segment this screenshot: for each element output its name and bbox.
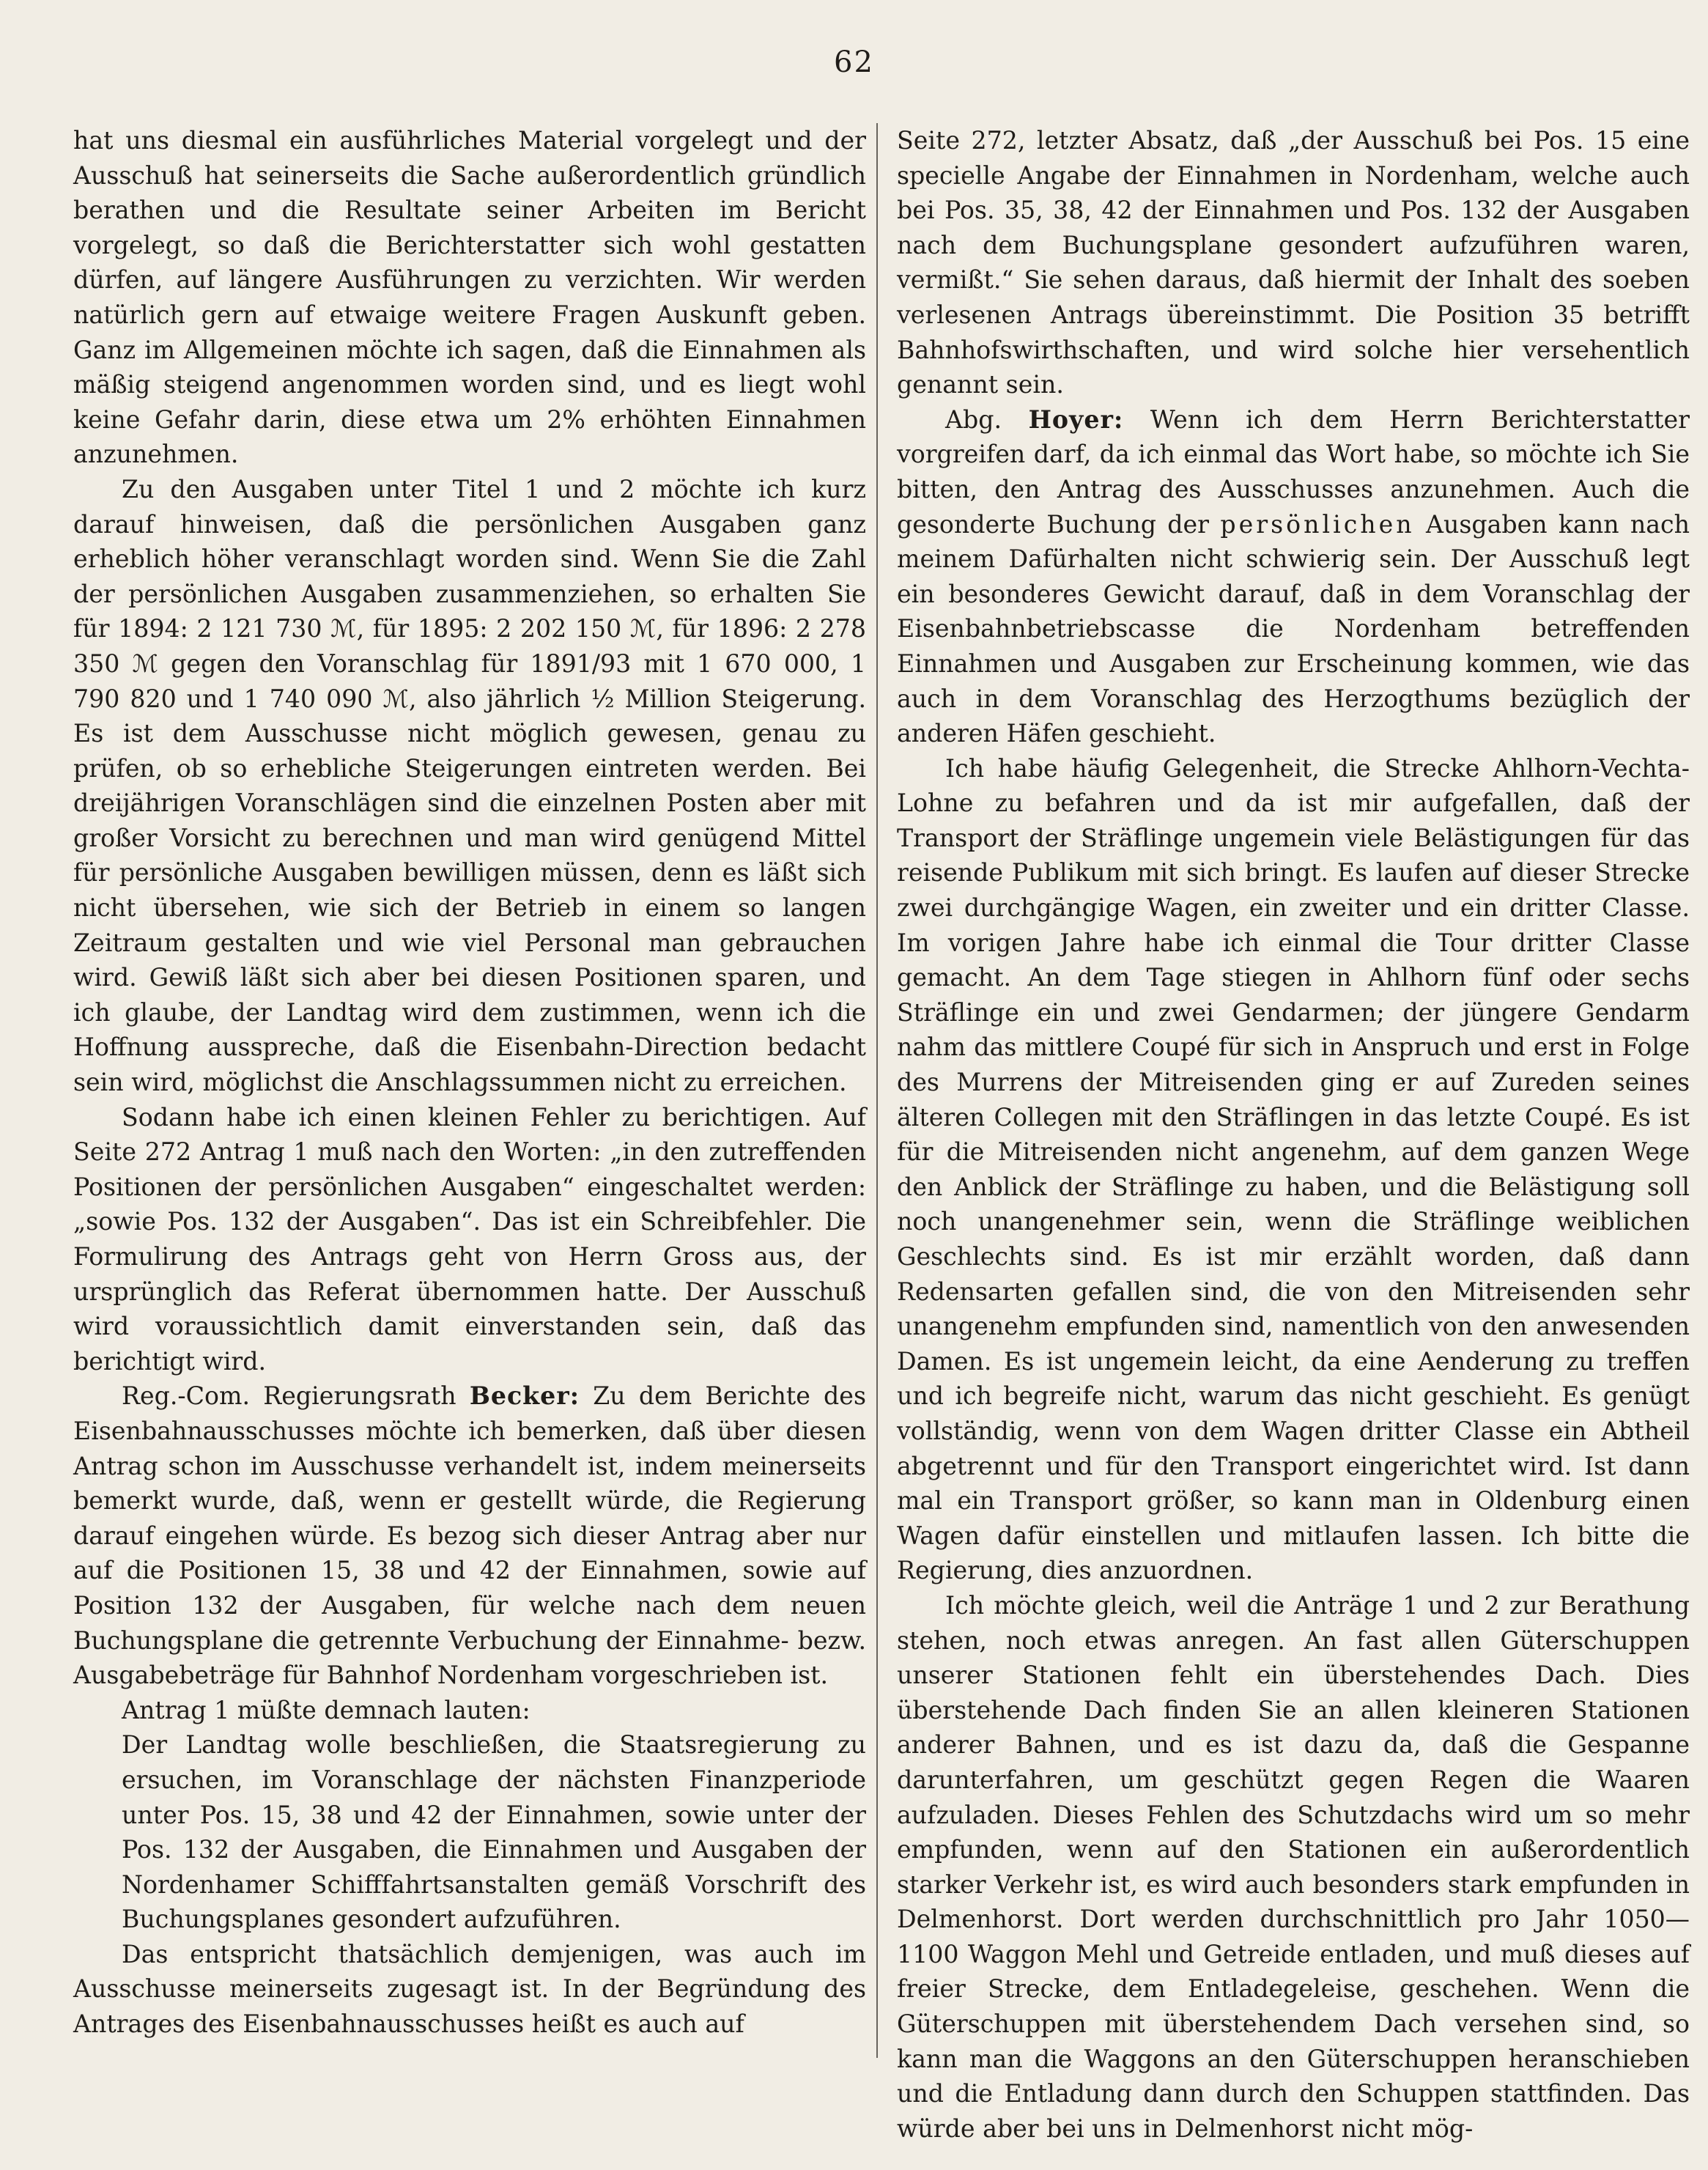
speech-text: Zu dem Berichte des Eisenbahnausschusses möchte ich bemerken, daß über diesen Antrag schon im Ausschusse verhandelt ist, indem meinerseits bemerkt wurde, daß, wenn er gestellt würde, die Regierung darauf eingehen würde. Es bezog sich dieser Antrag aber nur auf die Positionen 15, 38 und 42 der Einnahmen, sowie auf Position 132 der Ausgaben, für welche nach dem neuen Buchungsplane die getrennte Verbuchung der Einnahme- bezw. Ausgabebeträge für Bahnhof Nordenham vorgeschrieben ist.: [73, 1381, 866, 1690]
page-number: 62: [834, 45, 874, 79]
speech-text: Wenn ich dem Herrn Berichterstatter vorgreifen darf, da ich einmal das Wort habe, so möchte ich Sie bitten, den Antrag des Ausschusses anzunehmen. Auch die gesonderte Buchung der: [897, 405, 1690, 539]
right-column: [897, 123, 1690, 2146]
paragraph: hat uns diesmal ein ausführliches Material vorgelegt und der Ausschuß hat seinerseits die Sache außerordentlich gründlich berathen und die Resultate seiner Arbeiten im Bericht vorgelegt, so daß die Berichterstatter sich wohl gestatten dürfen, auf längere Ausführungen zu verzichten. Wir werden natürlich gern auf etwaige weitere Fragen Auskunft geben. Ganz im Allgemeinen möchte ich sagen, daß die Einnahmen als mäßig steigend angenommen worden sind, und es liegt wohl keine Gefahr darin, diese etwa um 2% erhöhten Einnahmen anzunehmen.: [73, 126, 866, 469]
emphasized-word: persönlichen: [1220, 509, 1415, 539]
paragraph: Das entspricht thatsächlich demjenigen, was auch im Ausschusse meinerseits zugesagt ist. In der Begründung des Antrages des Eisenbahnausschusses heißt es auch auf: [73, 1939, 866, 2039]
left-column: [73, 123, 866, 2042]
speech-paragraph: [73, 1379, 866, 1692]
paragraph: Zu den Ausgaben unter Titel 1 und 2 möchte ich kurz darauf hinweisen, daß die persönlichen Ausgaben ganz erheblich höher veranschlagt worden sind. Wenn Sie die Zahl der persönlichen Ausgaben zusammenziehen, so erhalten Sie für 1894: 2 121 730 ℳ, für 1895: 2 202 150 ℳ, für 1896: 2 278 350 ℳ gegen den Voranschlag für 1891/93 mit 1 670 000, 1 790 820 und 1 740 090 ℳ, also jährlich ½ Million Steigerung. Es ist dem Ausschusse nicht möglich gewesen, genau zu prüfen, ob so erhebliche Steigerungen eintreten werden. Bei dreijährigen Voranschlägen sind die einzelnen Posten aber mit großer Vorsicht zu berechnen und man wird genügend Mittel für persönliche Ausgaben bewilligen müssen, denn es läßt sich nicht übersehen, wie sich der Betrieb in einem so langen Zeitraum gestalten und wie viel Personal man gebrauchen wird. Gewiß läßt sich aber bei diesen Positionen sparen, und ich glaube, der Landtag wird dem zustimmen, wenn ich die Hoffnung ausspreche, daß die Eisenbahn-Direction bedacht sein wird, möglichst die Anschlagssummen nicht zu erreichen.: [73, 474, 866, 1097]
paragraph: Antrag 1 müßte demnach lauten:: [122, 1695, 530, 1724]
speech-text: Ausgaben kann nach meinem Dafürhalten nicht schwierig sein. Der Ausschuß legt ein besonderes Gewicht darauf, daß in dem Voranschlag der Eisenbahnbetriebscasse die Nordenham betreffenden Einnahmen und Ausgaben zur Erscheinung kommen, wie das auch in dem Voranschlag des Herzogthums bezüglich der anderen Häfen geschieht.: [897, 509, 1690, 748]
paragraph: Ich habe häufig Gelegenheit, die Strecke Ahlhorn-Vechta-Lohne zu befahren und da ist mir aufgefallen, daß der Transport der Sträflinge ungemein viele Belästigungen für das reisende Publikum mit sich bringt. Es laufen auf dieser Strecke zwei durchgängige Wagen, ein zweiter und ein dritter Classe. Im vorigen Jahre habe ich einmal die Tour dritter Classe gemacht. An dem Tage stiegen in Ahlhorn fünf oder sechs Sträflinge ein und zwei Gendarmen; der jüngere Gendarm nahm das mittlere Coupé für sich in Anspruch und erst in Folge des Murrens der Mitreisenden ging er auf Zureden seines älteren Collegen mit den Sträflingen in das letzte Coupé. Es ist für die Mitreisenden nicht angenehm, auf dem ganzen Wege den Anblick der Sträflinge zu haben, und die Belästigung soll noch unangenehmer sein, wenn die Sträflinge weiblichen Geschlechts sind. Es ist mir erzählt worden, daß dann Redensarten gefallen sind, die von den Mitreisenden sehr unangenehm empfunden sind, namentlich von den anwesenden Damen. Es ist ungemein leicht, da eine Aenderung zu treffen und ich begreife nicht, warum das nicht geschieht. Es genügt vollständig, wenn von dem Wagen dritter Classe ein Abtheil abgetrennt und für den Transport eingerichtet wird. Ist dann mal ein Transport größer, so kann man in Oldenburg einen Wagen dafür einstellen und mitlaufen lassen. Ich bitte die Regierung, dies anzuordnen.: [897, 753, 1690, 1585]
column-divider: [876, 123, 878, 2058]
speaker-title: Reg.-Com. Regierungsrath: [122, 1381, 456, 1411]
speaker-name: Becker:: [469, 1381, 580, 1411]
paragraph: Sodann habe ich einen kleinen Fehler zu berichtigen. Auf Seite 272 Antrag 1 muß nach den Worten: „in den zutreffenden Positionen der persönlichen Ausgaben“ eingeschaltet werden: „sowie Pos. 132 der Ausgaben“. Das ist ein Schreibfehler. Die Formulirung des Antrags geht von Herrn Gross aus, der ursprünglich das Referat übernommen hatte. Der Ausschuß wird voraussichtlich damit einverstanden sein, daß das berichtigt wird.: [73, 1102, 866, 1376]
speech-paragraph: [897, 402, 1690, 751]
speaker-name: Hoyer:: [1028, 405, 1124, 434]
paragraph: Ich möchte gleich, weil die Anträge 1 und 2 zur Berathung stehen, noch etwas anregen. An fast allen Güterschuppen unserer Stationen fehlt ein überstehendes Dach. Dies überstehende Dach finden Sie an allen kleineren Stationen anderer Bahnen, und es ist dazu da, daß die Gespanne darunterfahren, um geschützt gegen Regen die Waaren aufzuladen. Dieses Fehlen des Schutzdachs wird um so mehr empfunden, wenn auf den Stationen ein außerordentlich starker Verkehr ist, es wird auch besonders stark empfunden in Delmenhorst. Dort werden durchschnittlich pro Jahr 1050—1100 Waggon Mehl und Getreide entladen, und muß dieses auf freier Strecke, dem Entladegeleise, geschehen. Wenn die Güterschuppen mit überstehendem Dach versehen sind, so kann man die Waggons an den Güterschuppen heranschieben und die Entladung dann durch den Schuppen stattfinden. Das würde aber bei uns in Delmenhorst nicht mög-: [897, 1590, 1690, 2143]
speaker-title: Abg.: [945, 405, 1002, 434]
paragraph: Seite 272, letzter Absatz, daß „der Ausschuß bei Pos. 15 eine specielle Angabe der Einnahmen in Nordenham, welche auch bei Pos. 35, 38, 42 der Einnahmen und Pos. 132 der Ausgaben nach dem Buchungsplane gesondert aufzuführen waren, vermißt.“ Sie sehen daraus, daß hiermit der Inhalt des soeben verlesenen Antrags übereinstimmt. Die Position 35 betrifft Bahnhofswirthschaften, und wird solche hier versehentlich genannt sein.: [897, 126, 1690, 399]
motion-text: Der Landtag wolle beschließen, die Staatsregierung zu ersuchen, im Voranschlage der nächsten Finanzperiode unter Pos. 15, 38 und 42 der Einnahmen, sowie unter der Pos. 132 der Ausgaben, die Einnahmen und Ausgaben der Nordenhamer Schifffahrtsanstalten gemäß Vorschrift des Buchungsplanes gesondert aufzuführen.: [122, 1730, 866, 1934]
